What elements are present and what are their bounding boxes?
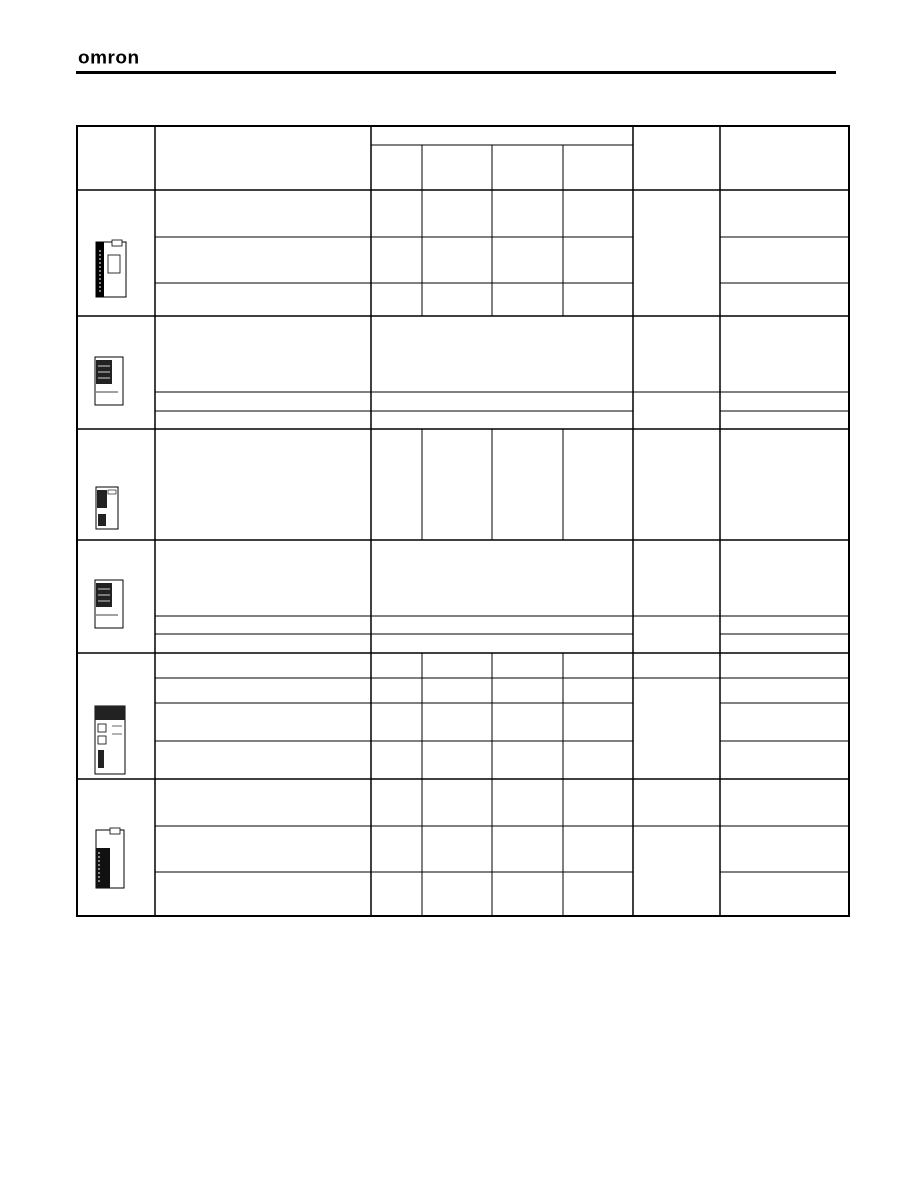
product-image-6	[96, 828, 124, 888]
product-image-4	[95, 580, 123, 628]
product-image-3	[96, 487, 118, 529]
product-image-1	[96, 240, 126, 297]
product-image-5	[95, 706, 125, 774]
table-border	[77, 126, 849, 916]
omron-logo: omron	[78, 48, 140, 69]
product-image-2	[95, 357, 123, 405]
